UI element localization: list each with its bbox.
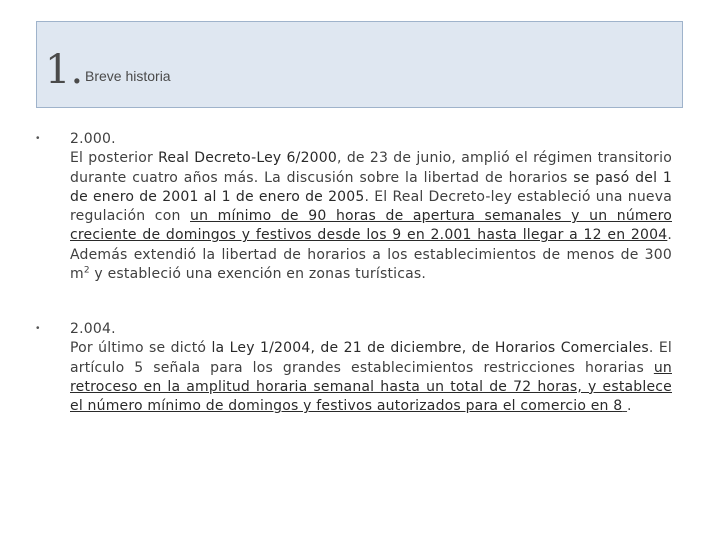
text-run: . El artículo 5 señala para los grandes establecimientos restricciones horarias — [70, 340, 672, 376]
item-heading: 2.004. — [70, 321, 116, 337]
slide-number: 1. — [45, 47, 84, 93]
text-run: se pasó del 1 de enero de 2001 al 1 de enero de 2005 — [70, 169, 673, 205]
text-run: . — [627, 398, 632, 415]
bullet-1: • — [36, 133, 40, 144]
item-heading: 2.000. — [70, 131, 116, 147]
text-run: y estableció una exención en zonas turísticas. — [89, 266, 427, 283]
text-run: la Ley 1/2004, de 21 de diciembre, de Horarios Comerciales — [211, 340, 649, 357]
superscript: 2 — [83, 265, 90, 276]
item-body — [70, 149, 672, 284]
text-run: Por último se dictó — [70, 340, 212, 357]
list-item-2004 — [70, 320, 672, 416]
text-run: El posterior — [70, 150, 159, 167]
text-run: . Además extendió la libertad de horarios a los establecimientos de menos de 300 m — [70, 227, 672, 283]
bullet-2: • — [36, 323, 40, 334]
text-run: . El Real Decreto-ley estableció una nueva regulación con — [70, 188, 672, 225]
title-box — [36, 21, 683, 108]
list-item-2000 — [70, 130, 672, 284]
item-body — [70, 339, 672, 416]
slide-title: Breve historia — [85, 68, 171, 84]
underlined-text: un mínimo de 90 horas de apertura semanales y un número creciente de domingos y festivos desde los 9 en 2.001 hasta llegar a 12 en 2004 — [70, 208, 672, 244]
text-run: , de 23 de junio, amplió el régimen transitorio durante cuatro años más. La discusión sobre la libertad de horarios — [70, 150, 672, 186]
underlined-text: un retroceso en la amplitud horaria semanal hasta un total de 72 horas, y establece el número mínimo de domingos y festivos autorizados para el comercio en 8 — [70, 359, 672, 415]
text-run: Real Decreto-Ley 6/2000 — [158, 150, 338, 167]
